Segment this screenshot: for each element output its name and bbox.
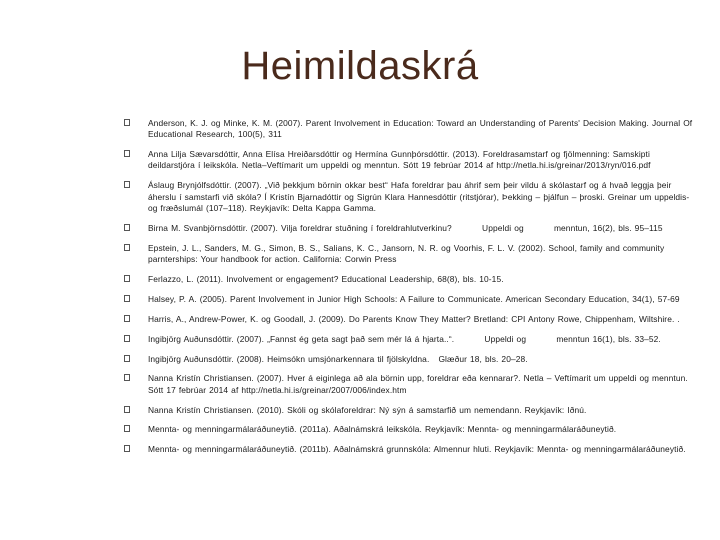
reference-text: Mennta- og menningarmálaráðuneytið. (2011a). Aðalnámskrá leikskóla. Reykjavík: Mennta- og menningarmálaráðuneytið. bbox=[148, 424, 617, 435]
square-bullet-icon bbox=[124, 150, 130, 157]
square-bullet-icon bbox=[124, 406, 130, 413]
square-bullet-icon bbox=[124, 374, 130, 381]
reference-item bbox=[124, 405, 696, 416]
reference-text: Mennta- og menningarmálaráðuneytið. (2011b). Aðalnámskrá grunnskóla: Almennur hluti. Reykjavík: Mennta- og menningarmálaráðuneytið. bbox=[148, 444, 686, 455]
reference-text: Anderson, K. J. og Minke, K. M. (2007). Parent Involvement in Education: Toward an Understanding of Parents' Decision Making. Journal Of Educational Research, 100(5), 311 bbox=[148, 118, 696, 140]
reference-item bbox=[124, 314, 696, 325]
reference-list bbox=[124, 118, 696, 464]
reference-text: Ferlazzo, L. (2011). Involvement or engagement? Educational Leadership, 68(8), bls. 10-15. bbox=[148, 273, 504, 284]
reference-item bbox=[124, 243, 696, 266]
reference-item bbox=[124, 334, 696, 345]
reference-item bbox=[124, 118, 696, 141]
reference-text: Anna Lilja Sævarsdóttir, Anna Elísa Hreiðarsdóttir og Hermína Gunnþórsdóttir. (2013). Foreldrasamstarf og fjölmenning: Samskipti deildarstjóra í leikskóla. Netla–Veftímarit um uppeldi og menntun. Sótt 19 febrúar 2014 af http://netla.hi.is/greinar/2013/ryn/016.pdf bbox=[148, 149, 653, 171]
reference-item bbox=[124, 294, 696, 305]
square-bullet-icon bbox=[124, 355, 130, 362]
reference-item bbox=[124, 354, 696, 365]
square-bullet-icon bbox=[124, 445, 130, 452]
square-bullet-icon bbox=[124, 315, 130, 322]
square-bullet-icon bbox=[124, 335, 130, 342]
reference-text: Epstein, J. L., Sanders, M. G., Simon, B. S., Salians, K. C., Jansorn, N. R. og Voorhis, F. L. V. (2002). School, family and community parnterships: Your handbook for action. California: Corwin Press bbox=[148, 242, 668, 265]
reference-item bbox=[124, 223, 696, 234]
page-title: Heimildaskrá bbox=[241, 44, 479, 88]
reference-text: Nanna Kristín Christiansen. (2007). Hver á eiginlega að ala börnin upp, foreldrar eða kennarar?. Netla – Veftímarit um uppeldi og menntun. Sótt 17 febrúar 2014 af http://netla.hi.is/greinar/2007/006/index.htm bbox=[148, 373, 691, 395]
square-bullet-icon bbox=[124, 244, 130, 251]
reference-text: Ingibjörg Auðunsdóttir. (2007). „Fannst ég geta sagt það sem mér lá á hjarta..“. Uppeldi og menntun 16(1), bls. 33–52. bbox=[148, 333, 661, 344]
square-bullet-icon bbox=[124, 181, 130, 188]
square-bullet-icon bbox=[124, 224, 130, 231]
square-bullet-icon bbox=[124, 425, 130, 432]
reference-text: Áslaug Brynjólfsdóttir. (2007). „Við þekkjum börnin okkar best“ Hafa foreldrar þau áhrif sem þeir vildu á skólastarf og á hvað leggja þeir áherslu í samstarfi við skóla? Í Kristín Bjarnadóttir og Sigrún Klara Hannesdóttir (ritstjórar), Þekking – þjálfun – þroski. Greinar um uppeldis- og fræðslumál (107–118). Reykjavík: Delta Kappa Gamma. bbox=[148, 180, 693, 213]
reference-item bbox=[124, 149, 696, 172]
reference-item bbox=[124, 444, 696, 455]
reference-item bbox=[124, 373, 696, 396]
reference-text: Harris, A., Andrew-Power, K. og Goodall, J. (2009). Do Parents Know They Matter? Bretland: CPI Antony Rowe, Chippenham, Wiltshire. . bbox=[148, 313, 680, 324]
reference-text: Halsey, P. A. (2005). Parent Involvement in Junior High Schools: A Failure to Communicate. American Secondary Education, 34(1), 57-69 bbox=[148, 293, 680, 304]
reference-text: Nanna Kristín Christiansen. (2010). Skóli og skólaforeldrar: Ný sýn á samstarfið um nemendann. Reykjavík: Iðnú. bbox=[148, 404, 587, 415]
reference-text: Birna M. Svanbjörnsdóttir. (2007). Vilja foreldrar stuðning í foreldrahlutverkinu? Uppeldi og menntun, 16(2), bls. 95–115 bbox=[148, 222, 663, 233]
square-bullet-icon bbox=[124, 119, 130, 126]
reference-item bbox=[124, 274, 696, 285]
square-bullet-icon bbox=[124, 275, 130, 282]
reference-text: Ingibjörg Auðunsdóttir. (2008). Heimsókn umsjónarkennara til fjölskyldna. Glæður 18, bls. 20–28. bbox=[148, 353, 528, 364]
reference-item bbox=[124, 424, 696, 435]
reference-item bbox=[124, 180, 696, 214]
square-bullet-icon bbox=[124, 295, 130, 302]
